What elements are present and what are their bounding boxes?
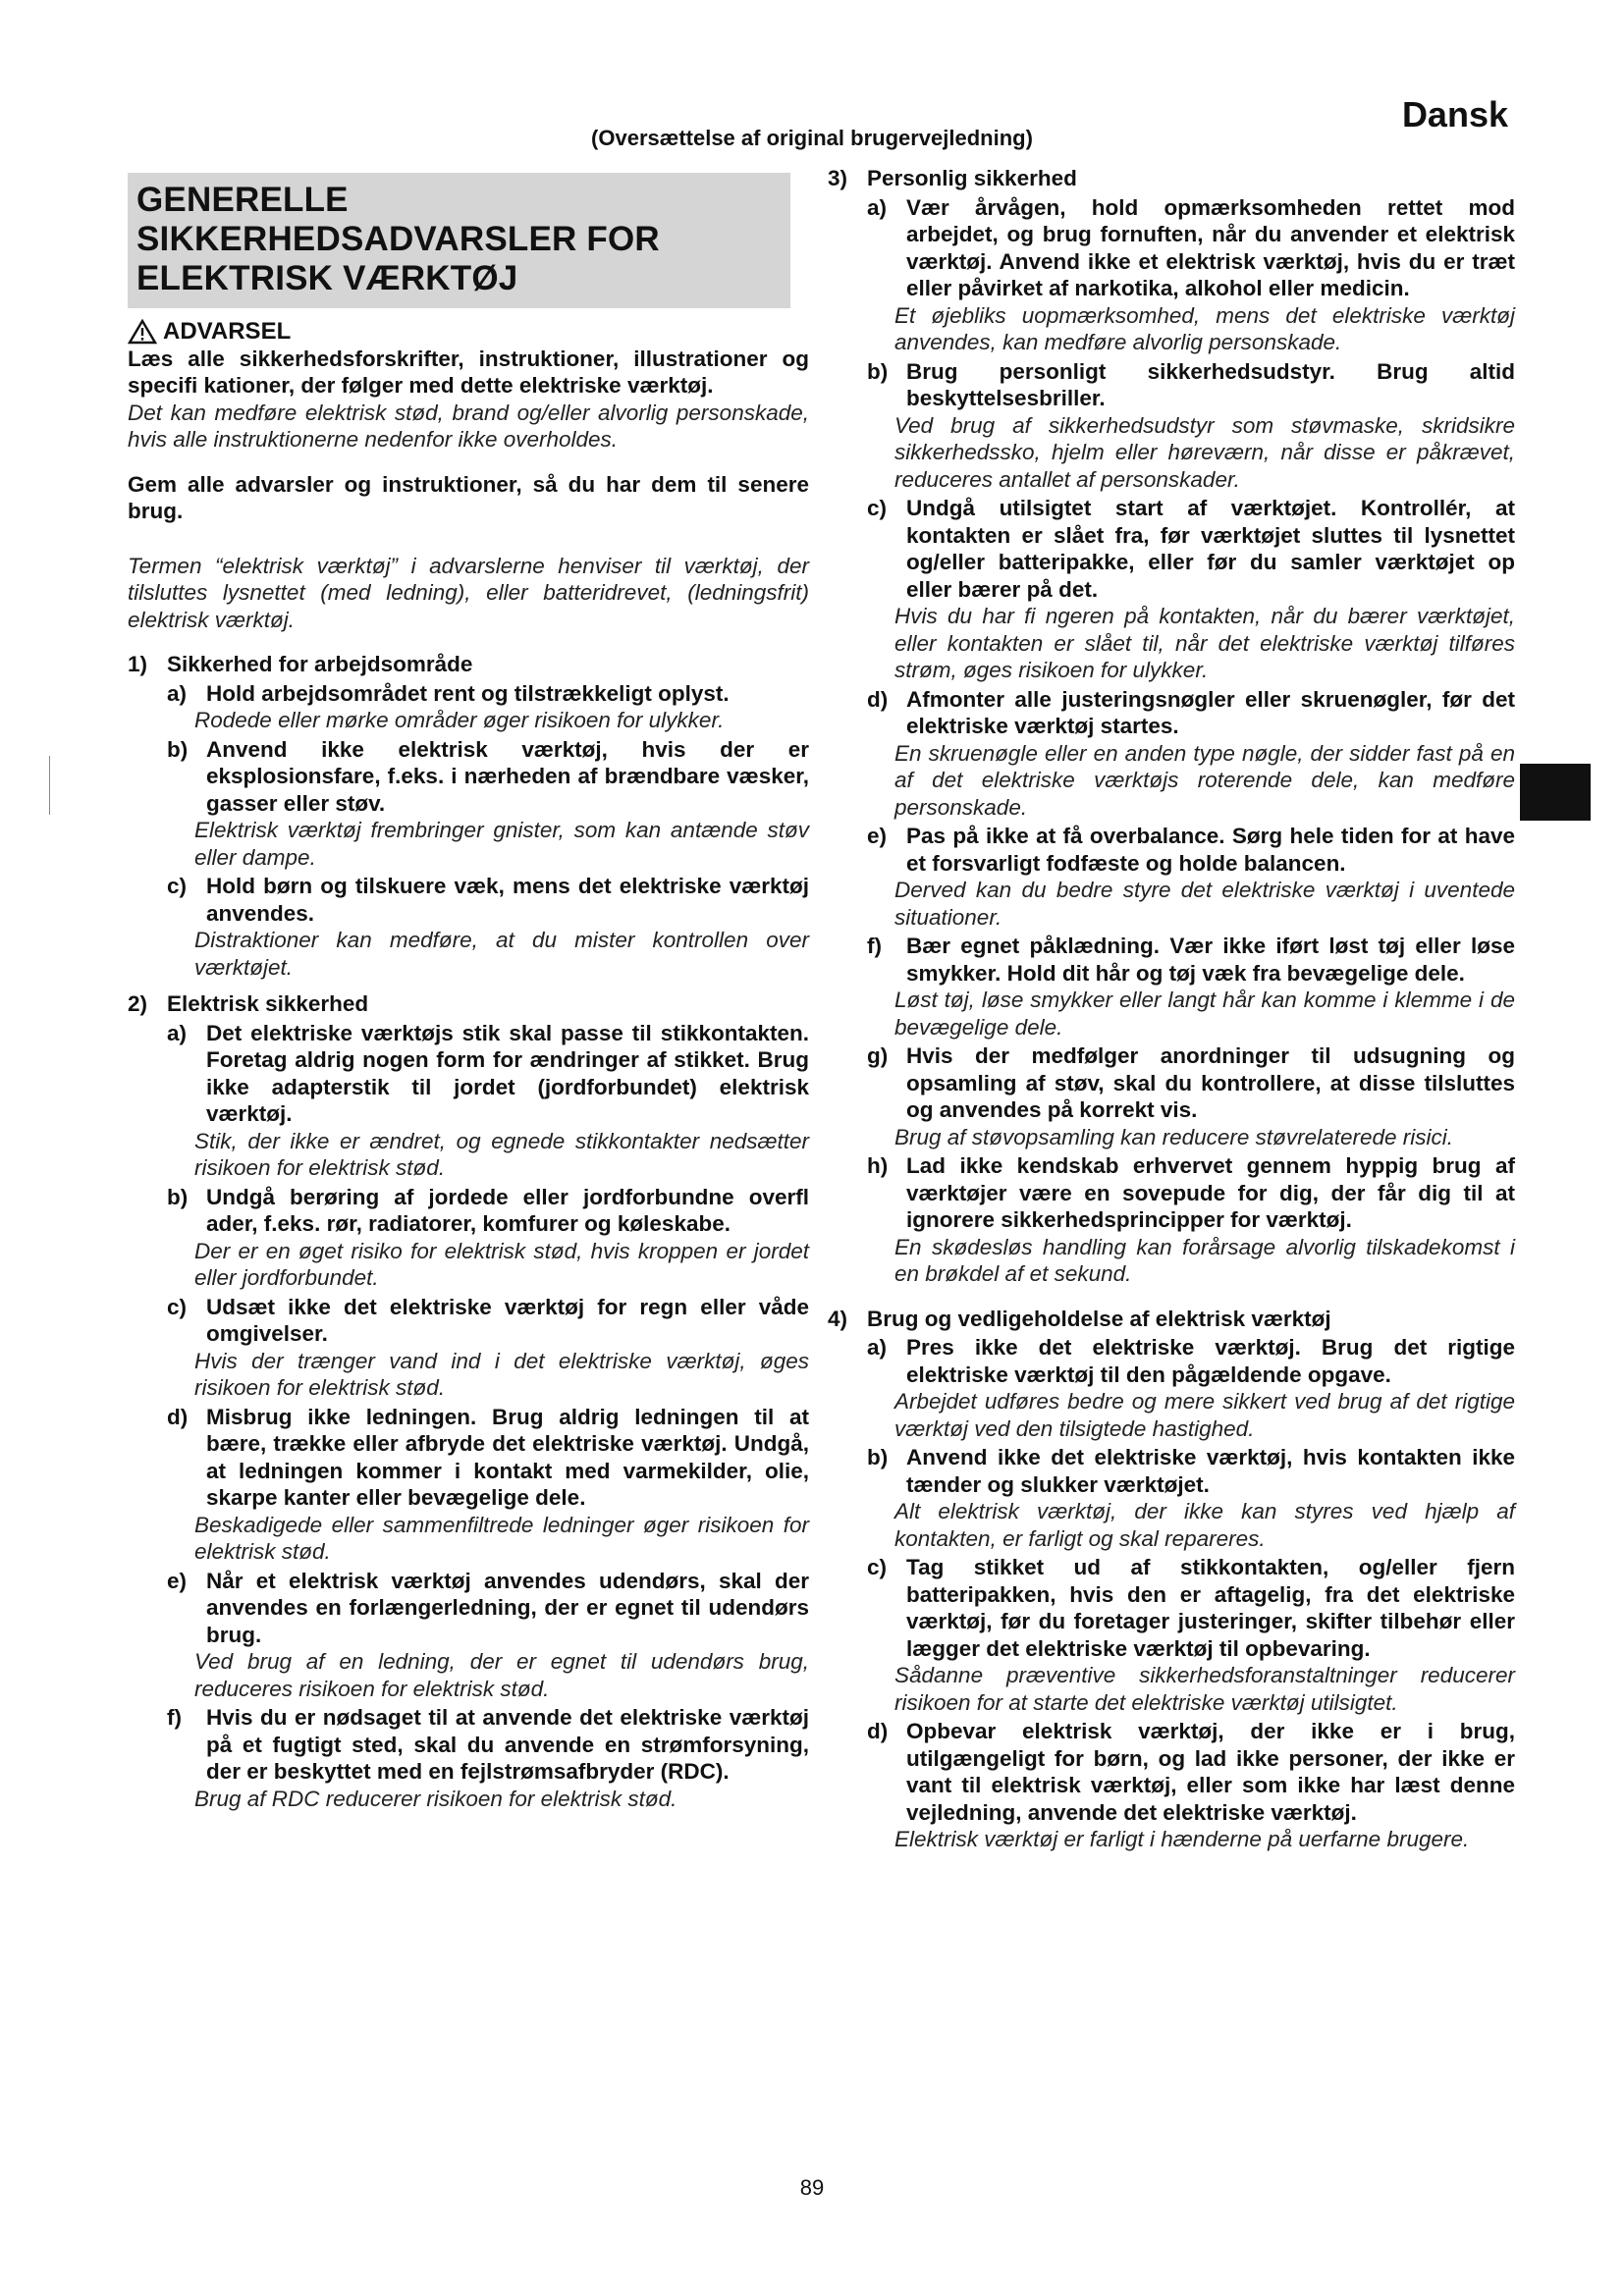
item-instruction: Hold børn og tilskuere væk, mens det elektriske værktøj anvendes. bbox=[206, 874, 809, 926]
list-item bbox=[828, 686, 1515, 822]
document-subtitle: (Oversættelse af original brugervejledning) bbox=[591, 126, 1033, 150]
section-number: 3) bbox=[828, 166, 848, 190]
term-definition: Termen “elektrisk værktøj” i advarslerne henviser til værktøj, der tilsluttes lysnettet (med ledning), eller batteridrevet, (ledningsfrit) elektrisk værktøj. bbox=[128, 553, 809, 632]
section-heading bbox=[128, 651, 809, 678]
list-item bbox=[828, 1444, 1515, 1552]
section-number: 4) bbox=[828, 1306, 848, 1331]
item-explanation: Distraktioner kan medføre, at du mister kontrollen over værktøjet. bbox=[194, 928, 809, 980]
list-item bbox=[828, 1152, 1515, 1288]
item-explanation: Alt elektrisk værktøj, der ikke kan styres ved hjælp af kontakten, er farligt og skal repareres. bbox=[894, 1499, 1515, 1551]
item-instruction: Udsæt ikke det elektriske værktøj for regn eller våde omgivelser. bbox=[206, 1294, 809, 1346]
section-title: Personlig sikkerhed bbox=[867, 166, 1077, 190]
item-explanation: Et øjebliks uopmærksomhed, mens det elektriske værktøj anvendes, kan medføre alvorlig personskade. bbox=[894, 302, 1515, 354]
item-instruction: Når et elektrisk værktøj anvendes udendørs, skal der anvendes en forlængerledning, der er egnet til udendørs brug. bbox=[206, 1568, 809, 1647]
list-item bbox=[128, 1704, 809, 1812]
list-item bbox=[128, 1568, 809, 1703]
item-instruction: Bær egnet påklædning. Vær ikke iført løst tøj eller løse smykker. Hold dit hår og tøj væk fra bevægelige dele. bbox=[906, 934, 1515, 986]
language-tab-marker bbox=[1520, 764, 1591, 821]
item-label: b) bbox=[167, 1184, 189, 1209]
item-instruction: Lad ikke kendskab erhvervet gennem hyppig brug af værktøjer være en sovepude for dig, der får dig til at ignorere sikkerhedsprincipper for værktøj. bbox=[906, 1153, 1515, 1232]
item-label: c) bbox=[867, 496, 888, 520]
item-label: c) bbox=[167, 874, 188, 898]
item-instruction: Opbevar elektrisk værktøj, der ikke er i brug, utilgængeligt for børn, og lad ikke personer, der ikke er vant til elektrisk værktøj, eller som ikke har læst denne vejledning, anvende det elektriske værktøj. bbox=[906, 1719, 1515, 1825]
list-item bbox=[128, 873, 809, 981]
keep-instructions: Gem alle advarsler og instruktioner, så du har dem til senere brug. bbox=[128, 471, 809, 523]
item-label: c) bbox=[167, 1294, 188, 1319]
section-title: Elektrisk sikkerhed bbox=[167, 991, 369, 1016]
item-instruction: Vær årvågen, hold opmærksomheden rettet mod arbejdet, og brug fornuften, når du anvender et elektrisk værktøj. Anvend ikke et elektrisk værktøj, hvis du er træt eller påvirket af narkotika, alkohol eller medicin. bbox=[906, 194, 1515, 300]
item-instruction: Hvis du er nødsaget til at anvende det elektriske værktøj på et fugtigt sted, skal du anvende en strømforsyning, der er beskyttet med en fejlstrømsafbryder (RDC). bbox=[206, 1705, 809, 1784]
list-item bbox=[828, 495, 1515, 684]
item-explanation: En skruenøgle eller en anden type nøgle, der sidder fast på en af det elektriske værktøjs roterende dele, kan medføre personskade. bbox=[894, 740, 1515, 820]
item-instruction: Hold arbejdsområdet rent og tilstrækkeligt oplyst. bbox=[206, 680, 730, 706]
item-explanation: Der er en øget risiko for elektrisk stød, hvis kroppen er jordet eller jordforbundet. bbox=[194, 1238, 809, 1290]
item-instruction: Misbrug ikke ledningen. Brug aldrig ledningen til at bære, trække eller afbryde det elektriske værktøj. Undgå, at ledningen kommer i kontakt med varmekilder, olie, skarpe kanter eller bevægelige dele. bbox=[206, 1404, 809, 1510]
item-label: a) bbox=[167, 1020, 188, 1045]
item-label: h) bbox=[867, 1153, 889, 1178]
list-item bbox=[828, 194, 1515, 356]
section-heading bbox=[828, 1306, 1515, 1333]
item-label: g) bbox=[867, 1043, 889, 1068]
item-explanation: Løst tøj, løse smykker eller langt hår kan komme i klemme i de bevægelige dele. bbox=[894, 988, 1515, 1040]
item-instruction: Anvend ikke elektrisk værktøj, hvis der er eksplosionsfare, f.eks. i nærheden af brændbare væsker, gasser eller støv. bbox=[206, 736, 809, 816]
language-label: Dansk bbox=[1401, 94, 1508, 134]
item-explanation: Rodede eller mørke områder øger risikoen for ulykker. bbox=[194, 708, 725, 732]
section-number: 2) bbox=[128, 991, 148, 1016]
item-label: d) bbox=[867, 1719, 889, 1743]
item-label: f) bbox=[867, 934, 882, 958]
item-label: d) bbox=[167, 1404, 189, 1429]
item-label: b) bbox=[167, 736, 189, 762]
warning-triangle-icon bbox=[128, 319, 157, 345]
intro-bold: Læs alle sikkerhedsforskrifter, instruktioner, illustrationer og specifi kationer, der følger med dette elektriske værktøj. bbox=[128, 346, 809, 398]
item-label: d) bbox=[867, 686, 889, 712]
list-item bbox=[828, 823, 1515, 931]
item-explanation: Brug af RDC reducerer risikoen for elektrisk stød. bbox=[194, 1786, 677, 1811]
list-item bbox=[828, 1334, 1515, 1442]
list-item bbox=[828, 933, 1515, 1041]
item-explanation: Elektrisk værktøj er farligt i hænderne på uerfarne brugere. bbox=[894, 1827, 1470, 1851]
list-item bbox=[828, 1718, 1515, 1853]
list-item bbox=[128, 1404, 809, 1566]
item-explanation: Ved brug af en ledning, der er egnet til udendørs brug, reduceres risikoen for elektrisk stød. bbox=[194, 1649, 809, 1701]
list-item bbox=[828, 1042, 1515, 1150]
list-item bbox=[128, 736, 809, 872]
section-title-box bbox=[128, 173, 790, 308]
section-heading bbox=[828, 165, 1515, 192]
item-label: a) bbox=[867, 1335, 888, 1360]
section-title: Sikkerhed for arbejdsområde bbox=[167, 652, 473, 676]
list-item bbox=[128, 1020, 809, 1182]
item-label: e) bbox=[867, 824, 888, 848]
list-item bbox=[128, 680, 809, 734]
item-label: a) bbox=[167, 680, 188, 706]
section-title: Brug og vedligeholdelse af elektrisk værktøj bbox=[867, 1306, 1331, 1331]
item-label: e) bbox=[167, 1568, 188, 1593]
margin-mark bbox=[49, 756, 50, 815]
item-instruction: Hvis der medfølger anordninger til udsugning og opsamling af støv, skal du kontrollere, at disse tilsluttes og anvendes på korrekt vis. bbox=[906, 1043, 1515, 1122]
section-number: 1) bbox=[128, 652, 148, 676]
item-explanation: Brug af støvopsamling kan reducere støvrelaterede risici. bbox=[894, 1124, 1453, 1149]
item-instruction: Tag stikket ud af stikkontakten, og/eller fjern batteripakken, hvis den er aftagelig, fra det elektriske værktøj, før du foretager justeringer, skifter tilbehør eller lægger det elektriske værktøj til opbevaring. bbox=[906, 1555, 1515, 1661]
item-instruction: Afmonter alle justeringsnøgler eller skruenøgler, før det elektriske værktøj startes. bbox=[906, 686, 1515, 738]
right-column bbox=[828, 165, 1515, 1853]
page-number: 89 bbox=[799, 2175, 825, 2200]
item-explanation: Elektrisk værktøj frembringer gnister, som kan antænde støv eller dampe. bbox=[194, 818, 809, 870]
left-column bbox=[128, 165, 809, 1812]
item-explanation: Ved brug af sikkerhedsudstyr som støvmaske, skridsikre sikkerhedssko, hjelm eller høreværn, når disse er påkrævet, reduceres antallet af personskader. bbox=[894, 412, 1515, 492]
item-instruction: Det elektriske værktøjs stik skal passe til stikkontakten. Foretag aldrig nogen form for ændringer af stikket. Brug ikke adapterstik til jordet (jordforbundet) elektrisk værktøj. bbox=[206, 1020, 809, 1126]
item-label: b) bbox=[867, 1445, 889, 1469]
section-heading bbox=[128, 990, 809, 1018]
item-label: c) bbox=[867, 1555, 888, 1579]
item-instruction: Brug personligt sikkerhedsudstyr. Brug altid beskyttelsesbriller. bbox=[906, 358, 1515, 410]
item-instruction: Undgå utilsigtet start af værktøjet. Kontrollér, at kontakten er slået fra, før værktøjet sluttes til lysnettet og/eller batteripakke, eller før du samler værktøjet op eller bærer på det. bbox=[906, 496, 1515, 602]
item-instruction: Anvend ikke det elektriske værktøj, hvis kontakten ikke tænder og slukker værktøjet. bbox=[906, 1445, 1515, 1497]
item-explanation: Arbejdet udføres bedre og mere sikkert ved brug af det rigtige værktøj ved den tilsigtede hastighed. bbox=[894, 1389, 1515, 1441]
item-explanation: Hvis der trænger vand ind i det elektriske værktøj, øges risikoen for elektrisk stød. bbox=[194, 1348, 809, 1400]
list-item bbox=[128, 1184, 809, 1292]
list-item bbox=[828, 1554, 1515, 1716]
item-instruction: Pres ikke det elektriske værktøj. Brug det rigtige elektriske værktøj til den pågældende opgave. bbox=[906, 1335, 1515, 1387]
intro-italic: Det kan medføre elektrisk stød, brand og/eller alvorlig personskade, hvis alle instruktionerne nedenfor ikke overholdes. bbox=[128, 400, 809, 452]
warning-heading bbox=[128, 318, 809, 346]
item-label: a) bbox=[867, 194, 888, 220]
title-line: ELEKTRISK VÆRKTØJ bbox=[136, 259, 518, 297]
item-explanation: Hvis du har fi ngeren på kontakten, når du bærer værktøjet, eller kontakten er slået til, når det elektriske værktøj tilføres strøm, øges risikoen for ulykker. bbox=[894, 604, 1515, 682]
item-explanation: Derved kan du bedre styre det elektriske værktøj i uventede situationer. bbox=[894, 878, 1515, 930]
list-item bbox=[828, 358, 1515, 494]
warning-label: ADVARSEL bbox=[163, 318, 292, 345]
list-item bbox=[128, 1294, 809, 1402]
item-explanation: Stik, der ikke er ændret, og egnede stikkontakter nedsætter risikoen for elektrisk stød. bbox=[194, 1128, 809, 1180]
title-line: SIKKERHEDSADVARSLER FOR bbox=[136, 220, 660, 258]
title-line: GENERELLE bbox=[136, 181, 349, 219]
item-label: f) bbox=[167, 1705, 182, 1730]
item-explanation: Beskadigede eller sammenfiltrede ledninger øger risikoen for elektrisk stød. bbox=[194, 1512, 809, 1564]
item-instruction: Pas på ikke at få overbalance. Sørg hele tiden for at have et forsvarligt fodfæste og holde balancen. bbox=[906, 824, 1515, 876]
item-explanation: Sådanne præventive sikkerhedsforanstaltninger reducerer risikoen for at starte det elektriske værktøj utilsigtet. bbox=[894, 1663, 1515, 1715]
item-instruction: Undgå berøring af jordede eller jordforbundne overfl ader, f.eks. rør, radiatorer, komfurer og køleskabe. bbox=[206, 1184, 809, 1236]
item-label: b) bbox=[867, 358, 889, 384]
item-explanation: En skødesløs handling kan forårsage alvorlig tilskadekomst i en brøkdel af et sekund. bbox=[894, 1234, 1515, 1286]
